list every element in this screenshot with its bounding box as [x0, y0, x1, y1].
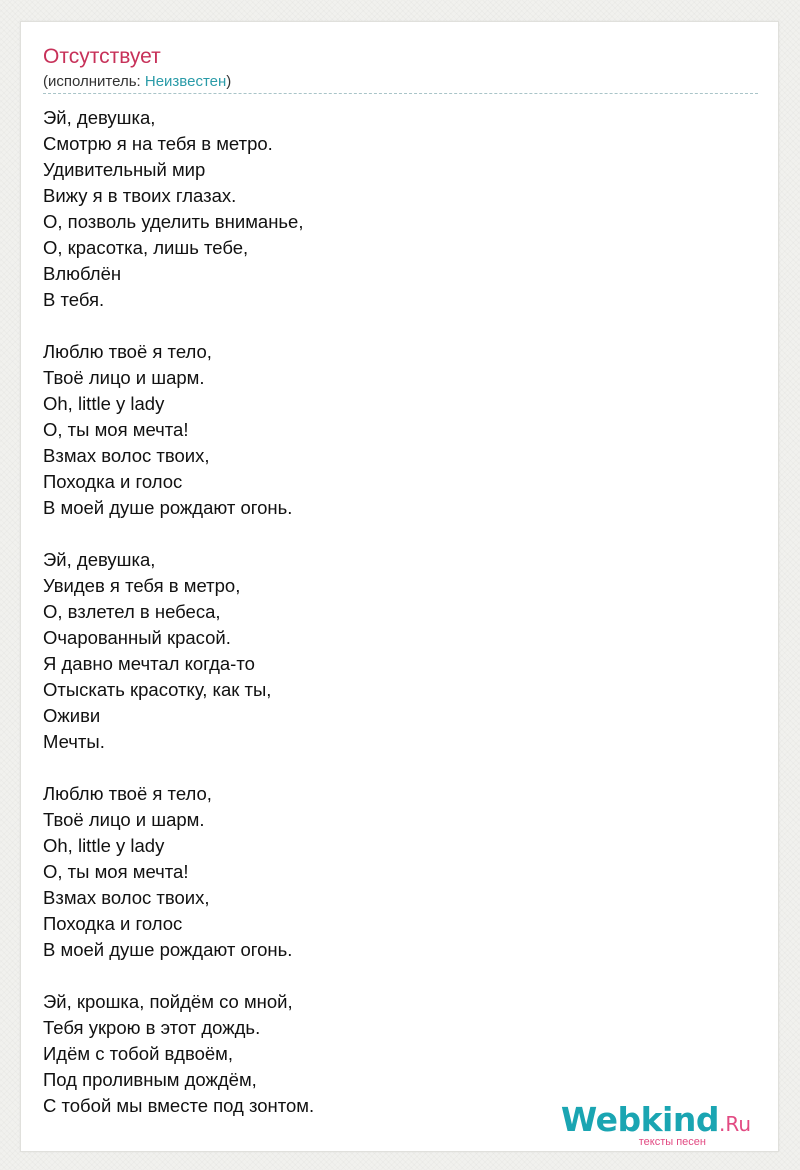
lyric-line: Удивительный мир [43, 159, 206, 180]
site-logo[interactable] [560, 1100, 751, 1148]
lyric-line: О, ты моя мечта! [43, 419, 189, 440]
lyric-line: Вижу я в твоих глазах. [43, 185, 237, 206]
artist-suffix: ) [226, 73, 232, 90]
verse-gap [43, 963, 314, 989]
lyric-line: О, взлетел в небеса, [43, 601, 221, 622]
lyric-line: Эй, девушка, [43, 107, 156, 128]
lyric-line: Oh, little y lady [43, 835, 165, 856]
verse-gap [43, 755, 314, 781]
logo-tagline: тексты песен [638, 1136, 706, 1148]
lyric-line: С тобой мы вместе под зонтом. [43, 1095, 315, 1116]
lyric-line: Тебя укрою в этот дождь. [43, 1017, 261, 1038]
logo-main-text: Webkind [560, 1100, 719, 1139]
lyric-line: О, красотка, лишь тебе, [43, 237, 249, 258]
lyric-line: Идём с тобой вдвоём, [43, 1043, 234, 1064]
lyric-line: О, ты моя мечта! [43, 861, 189, 882]
lyric-line: Смотрю я на тебя в метро. [43, 133, 273, 154]
lyric-line: В моей душе рождают огонь. [43, 939, 293, 960]
lyric-line: Эй, девушка, [43, 549, 156, 570]
verse-gap [43, 521, 314, 547]
lyric-line: Люблю твоё я тело, [43, 783, 212, 804]
lyric-line: О, позволь уделить вниманье, [43, 211, 304, 232]
logo-tld-text: .Ru [718, 1112, 751, 1136]
lyric-line: В моей душе рождают огонь. [43, 497, 293, 518]
lyric-line: Взмах волос твоих, [43, 887, 210, 908]
lyric-line: Эй, крошка, пойдём со мной, [43, 991, 293, 1012]
lyric-line: Твоё лицо и шарм. [43, 809, 205, 830]
lyric-line: Взмах волос твоих, [43, 445, 210, 466]
lyric-line: Oh, little y lady [43, 393, 165, 414]
artist-prefix: (исполнитель: [43, 73, 145, 90]
song-title: Отсутствует [43, 45, 161, 68]
artist-link[interactable]: Неизвестен [144, 73, 227, 90]
lyric-line: Походка и голос [43, 913, 183, 934]
verse-gap [43, 313, 314, 339]
lyric-line: Люблю твоё я тело, [43, 341, 212, 362]
lyric-line: Влюблён [43, 263, 122, 284]
lyric-line: Твоё лицо и шарм. [43, 367, 205, 388]
lyric-line: Отыскать красотку, как ты, [43, 679, 272, 700]
header-divider [43, 93, 758, 94]
lyric-line: В тебя. [43, 289, 105, 310]
lyrics-page [20, 21, 779, 1152]
artist-line [43, 73, 231, 91]
lyric-line: Увидев я тебя в метро, [43, 575, 241, 596]
lyric-line: Мечты. [43, 731, 105, 752]
lyric-line: Под проливным дождём, [43, 1069, 257, 1090]
lyric-line: Я давно мечтал когда-то [43, 653, 255, 674]
lyric-line: Оживи [43, 705, 101, 726]
lyric-line: Очарованный красой. [43, 627, 231, 648]
lyric-line: Походка и голос [43, 471, 183, 492]
lyrics-text [43, 105, 314, 1119]
